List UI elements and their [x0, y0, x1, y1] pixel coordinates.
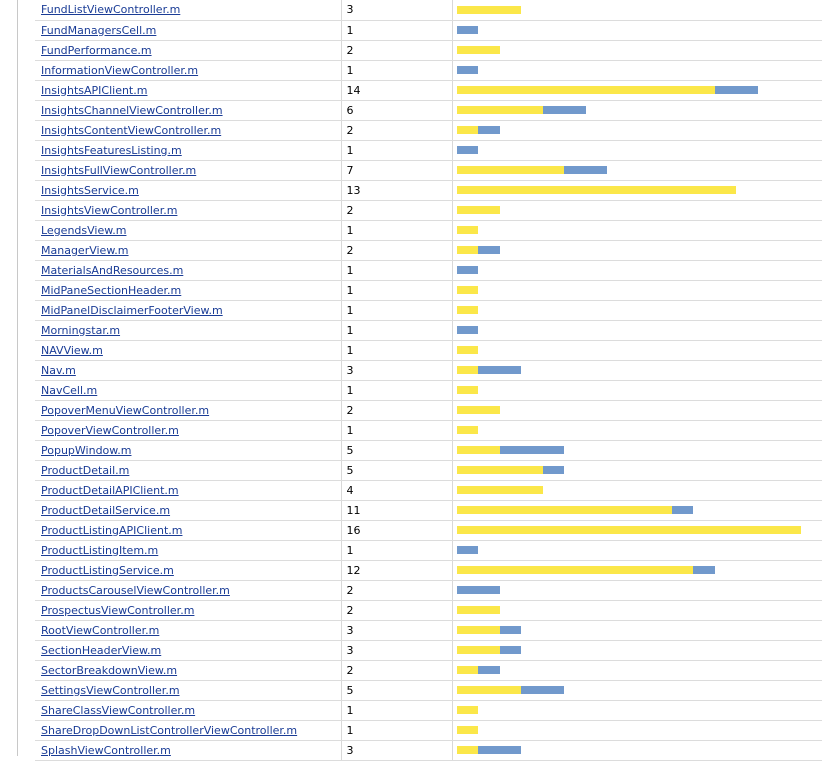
bar-segment-covered [457, 606, 500, 614]
table-row [35, 240, 822, 260]
file-link[interactable]: ShareClassViewController.m [41, 703, 196, 717]
file-name-cell [35, 360, 341, 380]
count-cell: 3 [341, 360, 452, 380]
bar-segment-uncovered [715, 86, 758, 94]
file-name-cell [35, 500, 341, 520]
table-row [35, 700, 822, 720]
file-link[interactable]: InsightsChannelViewController.m [41, 103, 223, 117]
bar-segment-uncovered [457, 146, 479, 154]
bar-segment-covered [457, 106, 543, 114]
bar-segment-uncovered [457, 546, 479, 554]
table-row [35, 260, 822, 280]
bar-segment-uncovered [543, 466, 565, 474]
table-row [35, 220, 822, 240]
count-cell: 16 [341, 520, 452, 540]
file-name-cell [35, 160, 341, 180]
table-row [35, 560, 822, 580]
bar-cell [452, 640, 822, 660]
file-name-cell [35, 0, 341, 20]
bar-segment-uncovered [478, 746, 521, 754]
bar-segment-covered [457, 466, 543, 474]
bar-cell [452, 260, 822, 280]
file-name-cell [35, 20, 341, 40]
bar-segment-covered [457, 486, 543, 494]
bar-segment-covered [457, 46, 500, 54]
count-cell: 14 [341, 80, 452, 100]
file-link[interactable]: SettingsViewController.m [41, 683, 180, 697]
bar-cell [452, 20, 822, 40]
table-row [35, 460, 822, 480]
count-cell: 2 [341, 120, 452, 140]
count-cell: 12 [341, 560, 452, 580]
bar-segment-uncovered [457, 66, 479, 74]
count-cell: 3 [341, 640, 452, 660]
count-cell: 1 [341, 380, 452, 400]
stacked-bar [457, 346, 807, 354]
bar-cell [452, 240, 822, 260]
stacked-bar [457, 146, 807, 154]
count-cell: 2 [341, 660, 452, 680]
count-cell: 5 [341, 460, 452, 480]
bar-segment-uncovered [693, 566, 715, 574]
bar-segment-uncovered [500, 446, 565, 454]
stacked-bar [457, 306, 807, 314]
file-name-cell [35, 520, 341, 540]
file-name-cell [35, 80, 341, 100]
bar-cell [452, 580, 822, 600]
file-name-cell [35, 560, 341, 580]
file-coverage-table [35, 0, 822, 761]
file-link[interactable]: LegendsView.m [41, 223, 127, 237]
file-name-cell [35, 420, 341, 440]
file-name-cell [35, 580, 341, 600]
bar-segment-covered [457, 6, 522, 14]
stacked-bar [457, 406, 807, 414]
table-row [35, 500, 822, 520]
table-row [35, 580, 822, 600]
bar-cell [452, 80, 822, 100]
file-name-cell [35, 660, 341, 680]
bar-cell [452, 160, 822, 180]
file-link[interactable]: SectionHeaderView.m [41, 643, 162, 657]
table-row [35, 20, 822, 40]
stacked-bar [457, 326, 807, 334]
file-link[interactable]: FundPerformance.m [41, 43, 152, 57]
count-cell: 1 [341, 260, 452, 280]
table-row [35, 680, 822, 700]
bar-cell [452, 600, 822, 620]
file-link[interactable]: MaterialsAndResources.m [41, 263, 184, 277]
table-row [35, 340, 822, 360]
file-name-cell [35, 300, 341, 320]
stacked-bar [457, 206, 807, 214]
stacked-bar [457, 706, 807, 714]
stacked-bar [457, 106, 807, 114]
file-name-cell [35, 140, 341, 160]
file-name-cell [35, 100, 341, 120]
bar-segment-covered [457, 206, 500, 214]
stacked-bar [457, 46, 807, 54]
stacked-bar [457, 586, 807, 594]
count-cell: 1 [341, 700, 452, 720]
bar-cell [452, 200, 822, 220]
count-cell: 1 [341, 420, 452, 440]
bar-cell [452, 560, 822, 580]
file-link[interactable]: ProductListingAPIClient.m [41, 523, 183, 537]
bar-cell [452, 440, 822, 460]
count-cell: 13 [341, 180, 452, 200]
table-row [35, 740, 822, 760]
bar-segment-covered [457, 566, 694, 574]
table-row [35, 440, 822, 460]
count-cell: 1 [341, 300, 452, 320]
file-link[interactable]: MidPaneSectionHeader.m [41, 283, 182, 297]
count-cell: 3 [341, 0, 452, 20]
coverage-table-container [35, 0, 822, 761]
bar-segment-covered [457, 726, 479, 734]
bar-cell [452, 540, 822, 560]
file-link[interactable]: NavCell.m [41, 383, 98, 397]
table-row [35, 280, 822, 300]
stacked-bar [457, 506, 807, 514]
table-row [35, 80, 822, 100]
stacked-bar [457, 446, 807, 454]
table-row [35, 100, 822, 120]
table-row [35, 480, 822, 500]
bar-segment-covered [457, 706, 479, 714]
stacked-bar [457, 486, 807, 494]
file-name-cell [35, 600, 341, 620]
bar-segment-uncovered [457, 586, 500, 594]
file-name-cell [35, 340, 341, 360]
count-cell: 1 [341, 540, 452, 560]
table-row [35, 540, 822, 560]
count-cell: 3 [341, 620, 452, 640]
file-link[interactable]: InformationViewController.m [41, 63, 199, 77]
file-link[interactable]: InsightsViewController.m [41, 203, 178, 217]
bar-segment-covered [457, 286, 479, 294]
bar-cell [452, 660, 822, 680]
count-cell: 2 [341, 240, 452, 260]
bar-cell [452, 40, 822, 60]
bar-segment-uncovered [521, 686, 564, 694]
table-row [35, 520, 822, 540]
file-name-cell [35, 640, 341, 660]
bar-cell [452, 680, 822, 700]
table-row [35, 0, 822, 20]
count-cell: 2 [341, 400, 452, 420]
file-link[interactable]: FundManagersCell.m [41, 23, 157, 37]
bar-cell [452, 360, 822, 380]
stacked-bar [457, 646, 807, 654]
bar-segment-covered [457, 346, 479, 354]
stacked-bar [457, 526, 807, 534]
bar-segment-covered [457, 226, 479, 234]
file-name-cell [35, 480, 341, 500]
table-row [35, 300, 822, 320]
count-cell: 2 [341, 40, 452, 60]
count-cell: 1 [341, 60, 452, 80]
bar-segment-covered [457, 366, 479, 374]
file-name-cell [35, 540, 341, 560]
stacked-bar [457, 286, 807, 294]
table-row [35, 180, 822, 200]
file-name-cell [35, 280, 341, 300]
bar-segment-uncovered [457, 266, 479, 274]
file-link[interactable]: Morningstar.m [41, 323, 121, 337]
file-link[interactable]: Nav.m [41, 363, 76, 377]
bar-cell [452, 0, 822, 20]
table-row [35, 660, 822, 680]
file-name-cell [35, 60, 341, 80]
stacked-bar [457, 426, 807, 434]
bar-segment-covered [457, 746, 479, 754]
stacked-bar [457, 686, 807, 694]
bar-cell [452, 140, 822, 160]
file-link[interactable]: RootViewController.m [41, 623, 160, 637]
count-cell: 1 [341, 280, 452, 300]
bar-cell [452, 320, 822, 340]
bar-cell [452, 480, 822, 500]
table-row [35, 360, 822, 380]
table-row [35, 60, 822, 80]
file-name-cell [35, 400, 341, 420]
file-link[interactable]: MidPanelDisclaimerFooterView.m [41, 303, 223, 317]
file-link[interactable]: SplashViewController.m [41, 743, 171, 757]
bar-cell [452, 280, 822, 300]
bar-segment-uncovered [672, 506, 694, 514]
file-link[interactable]: ProductDetailService.m [41, 503, 171, 517]
bar-segment-uncovered [478, 666, 500, 674]
file-link[interactable]: NAVView.m [41, 343, 103, 357]
file-name-cell [35, 440, 341, 460]
bar-segment-covered [457, 186, 737, 194]
bar-cell [452, 60, 822, 80]
file-link[interactable]: ShareDropDownListControllerViewController.m [41, 723, 298, 737]
count-cell: 7 [341, 160, 452, 180]
bar-segment-covered [457, 646, 500, 654]
count-cell: 4 [341, 480, 452, 500]
table-row [35, 380, 822, 400]
bar-segment-uncovered [543, 106, 586, 114]
file-link[interactable]: PopupWindow.m [41, 443, 132, 457]
file-name-cell [35, 620, 341, 640]
bar-segment-uncovered [478, 246, 500, 254]
stacked-bar [457, 726, 807, 734]
stacked-bar [457, 666, 807, 674]
bar-segment-covered [457, 506, 672, 514]
bar-segment-covered [457, 406, 500, 414]
stacked-bar [457, 166, 807, 174]
file-link[interactable]: InsightsFullViewController.m [41, 163, 197, 177]
file-link[interactable]: InsightsAPIClient.m [41, 83, 148, 97]
count-cell: 1 [341, 340, 452, 360]
table-row [35, 160, 822, 180]
bar-segment-covered [457, 626, 500, 634]
bar-segment-covered [457, 166, 565, 174]
table-row [35, 600, 822, 620]
file-link[interactable]: InsightsService.m [41, 183, 139, 197]
stacked-bar [457, 466, 807, 474]
bar-segment-uncovered [478, 366, 521, 374]
file-link[interactable]: ProductDetailAPIClient.m [41, 483, 179, 497]
stacked-bar [457, 6, 807, 14]
file-coverage-rows [35, 0, 822, 760]
count-cell: 6 [341, 100, 452, 120]
bar-cell [452, 340, 822, 360]
bar-segment-covered [457, 246, 479, 254]
count-cell: 5 [341, 440, 452, 460]
stacked-bar [457, 26, 807, 34]
bar-segment-covered [457, 386, 479, 394]
bar-segment-covered [457, 426, 479, 434]
table-row [35, 420, 822, 440]
count-cell: 2 [341, 600, 452, 620]
file-link[interactable]: InsightsFeaturesListing.m [41, 143, 182, 157]
file-link[interactable]: ProspectusViewController.m [41, 603, 195, 617]
file-name-cell [35, 460, 341, 480]
stacked-bar [457, 566, 807, 574]
bar-cell [452, 620, 822, 640]
bar-segment-uncovered [500, 646, 522, 654]
count-cell: 1 [341, 320, 452, 340]
stacked-bar [457, 126, 807, 134]
bar-cell [452, 300, 822, 320]
sidebar-divider [17, 0, 18, 756]
file-name-cell [35, 260, 341, 280]
stacked-bar [457, 86, 807, 94]
file-name-cell [35, 40, 341, 60]
bar-cell [452, 460, 822, 480]
bar-cell [452, 380, 822, 400]
bar-cell [452, 420, 822, 440]
file-link[interactable]: ProductsCarouselViewController.m [41, 583, 230, 597]
stacked-bar [457, 66, 807, 74]
table-row [35, 640, 822, 660]
bar-segment-covered [457, 306, 479, 314]
stacked-bar [457, 246, 807, 254]
stacked-bar [457, 386, 807, 394]
bar-segment-uncovered [564, 166, 607, 174]
file-name-cell [35, 180, 341, 200]
stacked-bar [457, 186, 807, 194]
file-name-cell [35, 120, 341, 140]
bar-cell [452, 220, 822, 240]
stacked-bar [457, 226, 807, 234]
bar-cell [452, 180, 822, 200]
bar-segment-covered [457, 666, 479, 674]
count-cell: 2 [341, 580, 452, 600]
bar-cell [452, 120, 822, 140]
bar-segment-uncovered [457, 326, 479, 334]
stacked-bar [457, 366, 807, 374]
file-link[interactable]: ManagerView.m [41, 243, 129, 257]
bar-segment-covered [457, 446, 500, 454]
file-name-cell [35, 320, 341, 340]
file-link[interactable]: ProductListingItem.m [41, 543, 159, 557]
bar-cell [452, 400, 822, 420]
bar-segment-covered [457, 126, 479, 134]
file-name-cell [35, 720, 341, 740]
file-name-cell [35, 380, 341, 400]
stacked-bar [457, 746, 807, 754]
table-row [35, 400, 822, 420]
file-name-cell [35, 700, 341, 720]
table-row [35, 140, 822, 160]
table-row [35, 320, 822, 340]
bar-segment-uncovered [478, 126, 500, 134]
bar-cell [452, 520, 822, 540]
file-link[interactable]: ProductListingService.m [41, 563, 174, 577]
table-row [35, 720, 822, 740]
file-name-cell [35, 220, 341, 240]
stacked-bar [457, 546, 807, 554]
bar-cell [452, 720, 822, 740]
count-cell: 5 [341, 680, 452, 700]
count-cell: 1 [341, 20, 452, 40]
file-link[interactable]: PopoverViewController.m [41, 423, 179, 437]
table-row [35, 200, 822, 220]
bar-segment-covered [457, 526, 801, 534]
count-cell: 1 [341, 140, 452, 160]
bar-cell [452, 500, 822, 520]
count-cell: 2 [341, 200, 452, 220]
bar-segment-covered [457, 86, 715, 94]
file-name-cell [35, 200, 341, 220]
bar-segment-uncovered [500, 626, 522, 634]
count-cell: 3 [341, 740, 452, 760]
file-link[interactable]: ProductDetail.m [41, 463, 130, 477]
file-name-cell [35, 680, 341, 700]
file-name-cell [35, 740, 341, 760]
file-link[interactable]: PopoverMenuViewController.m [41, 403, 210, 417]
bar-segment-covered [457, 686, 522, 694]
file-link[interactable]: SectorBreakdownView.m [41, 663, 178, 677]
stacked-bar [457, 626, 807, 634]
table-row [35, 40, 822, 60]
count-cell: 1 [341, 220, 452, 240]
file-name-cell [35, 240, 341, 260]
bar-cell [452, 740, 822, 760]
bar-cell [452, 700, 822, 720]
count-cell: 11 [341, 500, 452, 520]
table-row [35, 120, 822, 140]
file-link[interactable]: FundListViewController.m [41, 3, 181, 17]
table-row [35, 620, 822, 640]
file-link[interactable]: InsightsContentViewController.m [41, 123, 222, 137]
count-cell: 1 [341, 720, 452, 740]
bar-cell [452, 100, 822, 120]
bar-segment-uncovered [457, 26, 479, 34]
stacked-bar [457, 266, 807, 274]
stacked-bar [457, 606, 807, 614]
